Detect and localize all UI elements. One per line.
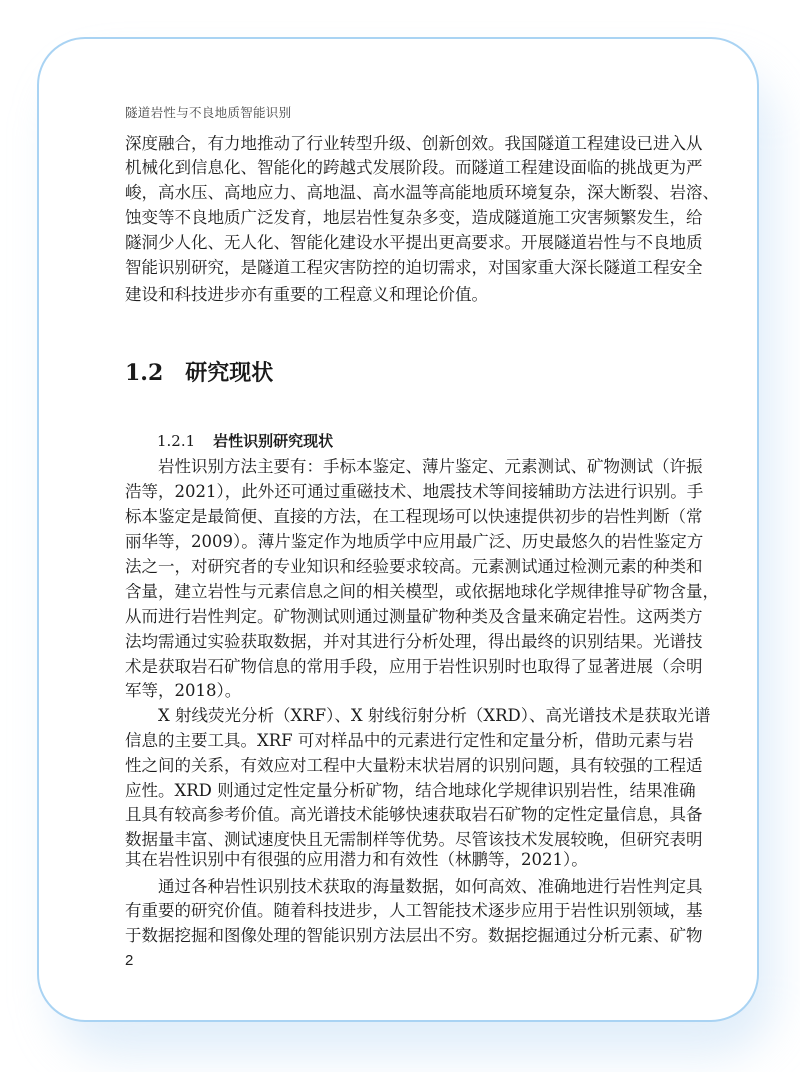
section-number: 1.2 [125,360,164,386]
text-line: 信息的主要工具。XRF 可对样品中的元素进行定性和定量分析，借助元素与岩 [125,731,694,750]
text-line: 智能识别研究，是隧道工程灾害防控的迫切需求，对国家重大深长隧道工程安全 [125,258,703,277]
text-line: 丽华等，2009）。薄片鉴定作为地质学中应用最广泛、历史最悠久的岩性鉴定方 [125,532,704,551]
text-line: 蚀变等不良地质广泛发育，地层岩性复杂多变，造成隧道施工灾害频繁发生，给 [125,208,703,227]
text-line: 机械化到信息化、智能化的跨越式发展阶段。而隧道工程建设面临的挑战更为严 [125,158,703,177]
text-line: 建设和科技进步亦有重要的工程意义和理论价值。 [125,285,488,304]
text-line: 从而进行岩性判定。矿物测试则通过测量矿物种类及含量来确定岩性。这两类方 [125,607,703,626]
text-line: 法均需通过实验获取数据，并对其进行分析处理，得出最终的识别结果。光谱技 [125,632,703,651]
text-line: 峻，高水压、高地应力、高地温、高水温等高能地质环境复杂，深大断裂、岩溶、 [125,183,719,202]
text-line: 有重要的研究价值。随着科技进步，人工智能技术逐步应用于岩性识别领域，基 [125,901,703,920]
section-title: 研究现状 [185,360,274,386]
text-line: 通过各种岩性识别技术获取的海量数据，如何高效、准确地进行岩性判定具 [158,877,703,896]
text-line: 数据量丰富、测试速度快且无需制样等优势。尽管该技术发展较晚，但研究表明 [125,830,703,849]
text-line: 其在岩性识别中有很强的应用潜力和有效性（林鹏等，2021）。 [125,850,588,869]
subsection-number: 1.2.1 [157,432,196,450]
running-head: 隧道岩性与不良地质智能识别 [125,105,292,120]
text-line: 浩等，2021），此外还可通过重磁技术、地震技术等间接辅助方法进行识别。手 [125,482,704,501]
text-line: 术是获取岩石矿物信息的常用手段，应用于岩性识别时也取得了显著进展（佘明 [125,657,703,676]
text-line: 应性。XRD 则通过定性定量分析矿物，结合地球化学规律识别岩性，结果准确 [125,781,696,800]
page-number: 2 [125,952,134,969]
subsection-title: 岩性识别研究现状 [213,432,334,450]
text-line: 标本鉴定是最简便、直接的方法，在工程现场可以快速提供初步的岩性判断（常 [125,507,703,526]
subsection-heading [157,429,333,454]
text-line: 且具有较高参考价值。高光谱技术能够快速获取岩石矿物的定性定量信息，具备 [125,805,703,824]
text-line: 性之间的关系，有效应对工程中大量粉末状岩屑的识别问题，具有较强的工程适 [125,756,703,775]
text-line: 深度融合，有力地推动了行业转型升级、创新创效。我国隧道工程建设已进入从 [125,134,703,153]
text-line: 军等，2018）。 [125,681,242,700]
text-line: 含量，建立岩性与元素信息之间的相关模型，或依据地球化学规律推导矿物含量， [125,582,719,601]
text-line: X 射线荧光分析（XRF）、X 射线衍射分析（XRD）、高光谱技术是获取光谱 [158,706,711,725]
text-line: 于数据挖掘和图像处理的智能识别方法层出不穷。数据挖掘通过分析元素、矿物 [125,926,703,945]
text-line: 法之一，对研究者的专业知识和经验要求较高。元素测试通过检测元素的种类和 [125,557,703,576]
text-line: 隧洞少人化、无人化、智能化建设水平提出更高要求。开展隧道岩性与不良地质 [125,233,703,252]
text-line: 岩性识别方法主要有：手标本鉴定、薄片鉴定、元素测试、矿物测试（许振 [158,457,703,476]
section-heading [125,358,273,388]
